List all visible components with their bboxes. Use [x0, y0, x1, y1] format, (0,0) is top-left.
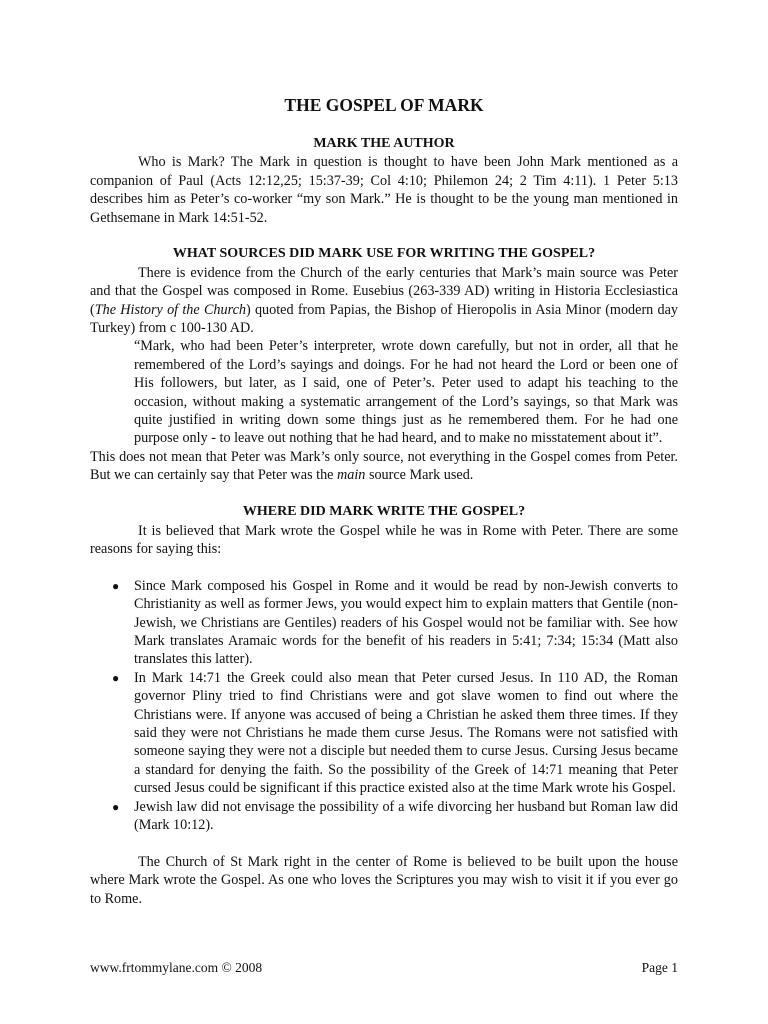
- bullet-icon: ●: [112, 799, 120, 814]
- text-span: This does not mean that Peter was Mark’s only source, not everything in the Gospel comes from Peter. But we can certainly say that Peter was the: [90, 448, 678, 484]
- section-heading-sources: WHAT SOURCES DID MARK USE FOR WRITING THE GOSPEL?: [172, 246, 596, 262]
- paragraph-closing: The Church of St Mark right in the center of Rome is believed to be built upon the house where Mark wrote the Gospel. As one who loves the Scriptures you may wish to visit it if you ever go to Rome.: [90, 853, 678, 907]
- paragraph-author: Who is Mark? The Mark in question is thought to have been John Mark mentioned as a companion of Paul (Acts 12:12,25; 15:37-39; Col 4:10; Philemon 24; 2 Tim 4:11). 1 Peter 5:13 describes him as Peter’s co-worker “my son Mark.” He is thought to be the young man mentioned in Gethsemane in Mark 14:51-52.: [90, 154, 678, 226]
- page-number: Page 1: [641, 960, 678, 975]
- paragraph-where: It is believed that Mark wrote the Gospel while he was in Rome with Peter. There are some reasons for saying this:: [90, 522, 678, 557]
- section-heading-author: MARK THE AUTHOR: [313, 136, 455, 151]
- list-item: [112, 798, 678, 835]
- page-title: THE GOSPEL OF MARK: [284, 95, 484, 115]
- paragraph-sources-conclusion: [90, 448, 678, 485]
- bullet-icon: ●: [112, 670, 120, 685]
- list-item-text: Jewish law did not envisage the possibility of a wife divorcing her husband but Roman law did (Mark 10:12).: [134, 798, 678, 833]
- document-body: [90, 95, 678, 908]
- list-item: [112, 669, 678, 798]
- section-heading-where: WHERE DID MARK WRITE THE GOSPEL?: [242, 504, 526, 520]
- bullet-icon: ●: [112, 578, 120, 593]
- footer-website: www.frtommylane.com © 2008: [90, 960, 263, 975]
- italic-emphasis: main: [337, 467, 366, 484]
- page-footer: [90, 960, 678, 976]
- text-span: ) quoted from Papias, the Bishop of Hieropolis in Asia Minor (modern day Turkey) from c 100-130 AD.: [90, 301, 678, 337]
- list-item-text: In Mark 14:71 the Greek could also mean that Peter cursed Jesus. In 110 AD, the Roman governor Pliny tried to find Christians were and got slave women to find out where the Christians were. If anyone was accused of being a Christian he asked them three times. If they said they were not Christians he made them curse Jesus. The Romans were not satisfied with someone saying they were not a disciple but needed them to curse Jesus. Cursing Jesus became a standard for denying the faith. So the possibility of the Greek of 14:71 meaning that Peter cursed Jesus could be significant if this practice existed also at the time Mark wrote his Gospel.: [134, 669, 678, 797]
- text-span: source Mark used.: [365, 467, 474, 484]
- text-span: There is evidence from the Church of the early centuries that Mark’s main source was Peter and that the Gospel was composed in Rome. Eusebius (263-339 AD) writing in Historia Ecclesiastica (: [90, 264, 678, 318]
- italic-title: The History of the Church: [94, 301, 246, 318]
- list-item: [112, 577, 678, 669]
- papias-quote: “Mark, who had been Peter’s interpreter, wrote down carefully, but not in order, all that he remembered of the Lord’s sayings and doings. For he had not heard the Lord or been one of His followers, but later, as I said, one of Peter’s. Peter used to adapt his teaching to the occasion, without making a systematic arrangement of the Lord’s sayings, so that Mark was quite justified in writing down some things just as he remembered them. For he had one purpose only - to leave out nothing that he had heard, and to make no misstatement about it”.: [134, 338, 678, 447]
- paragraph-sources: [90, 264, 678, 338]
- list-item-text: Since Mark composed his Gospel in Rome and it would be read by non-Jewish converts to Christianity as well as former Jews, you would expect him to explain matters that Gentile (non-Jewish, we Christians are Gentiles) readers of his Gospel would not be familiar with. See how Mark translates Aramaic words for the benefit of his readers in 5:41; 7:34; 15:34 (Matt also translates this latter).: [134, 577, 678, 668]
- reasons-list: [90, 577, 678, 835]
